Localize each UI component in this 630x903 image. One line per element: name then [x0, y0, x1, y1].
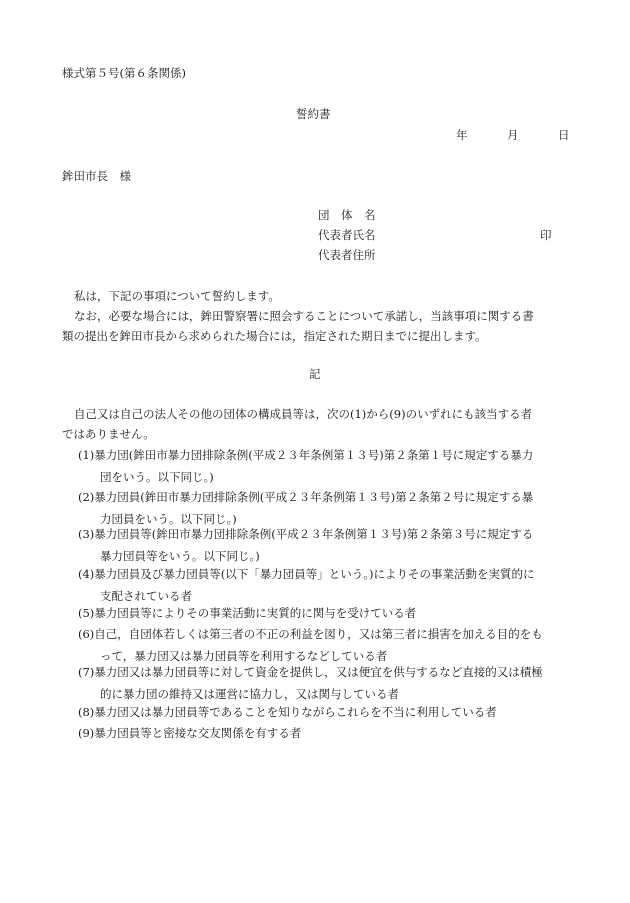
- intro-line: 私は，下記の事項について誓約します。: [74, 289, 280, 303]
- intro-line: 類の提出を鉾田市長から求められた場合には，指定された期日までに提出します。: [62, 329, 487, 343]
- document-title: 誓約書: [296, 107, 331, 121]
- list-item-text: (4)暴力団員及び暴力団員等(以下「暴力団員等」という。)によりその事業活動を実質的に: [78, 567, 535, 581]
- pledge-paragraph: [62, 404, 572, 444]
- list-item-continuation: って，暴力団又は暴力団員等を利用するなどしている者: [100, 649, 388, 663]
- pledge-line: ではありません。: [62, 427, 155, 441]
- list-item-text: (2)暴力団員(鉾田市暴力団排除条例(平成２３年条例第１３号)第２条第２号に規定する暴: [78, 490, 534, 504]
- list-item-continuation: 暴力団員等をいう。以下同じ。): [100, 549, 260, 563]
- org-name-label: 団 体 名: [318, 208, 376, 222]
- date-year-label: 年: [456, 128, 468, 142]
- pledge-line: 自己又は自己の法人その他の団体の構成員等は，次の(1)から(9)のいずれにも該当する者: [74, 407, 533, 421]
- date-day-label: 日: [558, 128, 570, 142]
- list-item-continuation: 団をいう。以下同じ。): [100, 470, 214, 484]
- list-item-text: (1)暴力団(鉾田市暴力団排除条例(平成２３年条例第１３号)第２条第１号に規定する暴力: [78, 448, 534, 462]
- list-item-continuation: 的に暴力団の維持又は運営に協力し，又は関与している者: [100, 687, 399, 701]
- list-item: [78, 563, 572, 607]
- list-item-text: (7)暴力団又は暴力団員等に対して資金を提供し，又は便宜を供与するなど直接的又は積極: [78, 665, 543, 679]
- list-item-text: (5)暴力団員等によりその事業活動に実質的に関与を受けている者: [78, 606, 417, 620]
- list-item-text: (3)暴力団員等(鉾田市暴力団排除条例(平成２３年条例第１３号)第２条第３号に規定する: [78, 527, 534, 541]
- list-item: [78, 661, 572, 705]
- list-item: [78, 602, 572, 624]
- list-item: [78, 701, 572, 723]
- seal-mark: 印: [540, 228, 552, 242]
- intro-line: なお，必要な場合には，鉾田警察署に照会することについて承諾し，当該事項に関する書: [74, 309, 534, 323]
- list-item-continuation: 力団員をいう。以下同じ。): [100, 512, 237, 526]
- list-item: [78, 523, 572, 567]
- list-item-continuation: 支配されている者: [100, 589, 192, 603]
- date-month-label: 月: [507, 128, 519, 142]
- rep-name-label: 代表者氏名: [318, 228, 376, 242]
- form-number: 様式第５号(第６条関係): [62, 66, 186, 80]
- rep-address-label: 代表者住所: [318, 248, 376, 262]
- ki-heading: 記: [309, 367, 321, 381]
- list-item-text: (9)暴力団員等と密接な交友関係を有する者: [78, 726, 302, 740]
- list-item-text: (6)自己，自団体若しくは第三者の不正の利益を図り，又は第三者に損害を加える目的をも: [78, 627, 543, 641]
- list-item: [78, 722, 572, 744]
- addressee: 鉾田市長 様: [62, 169, 131, 183]
- list-item-text: (8)暴力団又は暴力団員等であることを知りながらこれらを不当に利用している者: [78, 705, 497, 719]
- list-item: [78, 444, 572, 488]
- intro-paragraph: [62, 286, 572, 346]
